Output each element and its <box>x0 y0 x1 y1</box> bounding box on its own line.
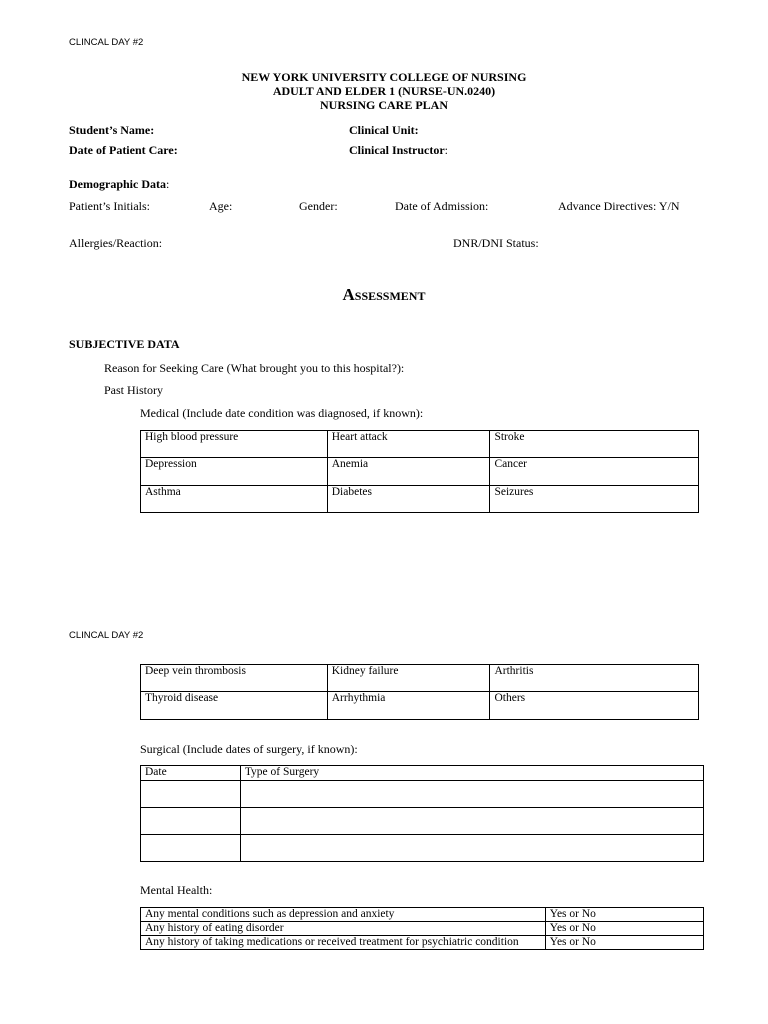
demographic-label: Demographic Data: <box>69 177 170 191</box>
page-header-2: CLINCAL DAY #2 <box>69 630 144 641</box>
mental-health-answer: Yes or No <box>545 922 703 936</box>
condition-cell: Deep vein thrombosis <box>141 665 328 692</box>
condition-cell: Depression <box>141 458 328 486</box>
surgical-table <box>140 765 704 862</box>
surgery-date-header: Date <box>141 766 241 781</box>
mental-health-question: Any history of taking medications or received treatment for psychiatric condition <box>141 936 546 950</box>
condition-cell: Seizures <box>490 486 699 513</box>
condition-cell: Diabetes <box>327 486 490 513</box>
mental-health-label: Mental Health: <box>140 883 213 897</box>
surgery-type-cell[interactable] <box>240 781 703 808</box>
title-line-1: NEW YORK UNIVERSITY COLLEGE OF NURSING <box>241 70 527 84</box>
condition-cell: Thyroid disease <box>141 692 328 720</box>
reason-for-care-label: Reason for Seeking Care (What brought you to this hospital?): <box>104 361 405 375</box>
clinical-instructor-label: Clinical Instructor: <box>349 143 449 157</box>
advance-directives-label: Advance Directives: Y/N <box>558 199 680 213</box>
condition-cell: Others <box>490 692 699 720</box>
title-line-3: NURSING CARE PLAN <box>319 98 448 112</box>
patient-initials-label: Patient’s Initials: <box>69 199 151 213</box>
surgery-type-header: Type of Surgery <box>240 766 703 781</box>
condition-cell: Anemia <box>327 458 490 486</box>
mental-health-question: Any history of eating disorder <box>141 922 546 936</box>
condition-cell: Arthritis <box>490 665 699 692</box>
past-history-label: Past History <box>104 383 164 397</box>
surgery-date-cell[interactable] <box>141 835 241 862</box>
surgery-type-cell[interactable] <box>240 808 703 835</box>
mental-health-table <box>140 907 704 950</box>
condition-cell: Heart attack <box>327 431 490 458</box>
surgery-date-cell[interactable] <box>141 808 241 835</box>
student-name-label: Student’s Name: <box>69 123 155 137</box>
mental-health-answer: Yes or No <box>545 936 703 950</box>
title-line-2: ADULT AND ELDER 1 (NURSE-UN.0240) <box>272 84 496 98</box>
mental-health-question: Any mental conditions such as depression and anxiety <box>141 908 546 922</box>
clinical-unit-label: Clinical Unit: <box>349 123 419 137</box>
assessment-heading: ASSESSMENT <box>342 285 426 304</box>
surgical-history-label: Surgical (Include dates of surgery, if known): <box>140 742 358 756</box>
medical-history-label: Medical (Include date condition was diagnosed, if known): <box>140 406 424 420</box>
age-label: Age: <box>209 199 233 213</box>
surgery-date-cell[interactable] <box>141 781 241 808</box>
gender-label: Gender: <box>299 199 338 213</box>
date-of-care-label: Date of Patient Care: <box>69 143 178 157</box>
medical-conditions-table-1 <box>140 430 699 513</box>
subjective-data-heading: SUBJECTIVE DATA <box>69 337 180 351</box>
condition-cell: Arrhythmia <box>327 692 490 720</box>
condition-cell: Stroke <box>490 431 699 458</box>
page-header: CLINCAL DAY #2 <box>69 37 144 48</box>
mental-health-answer: Yes or No <box>545 908 703 922</box>
dnr-status-label: DNR/DNI Status: <box>453 236 539 250</box>
condition-cell: Kidney failure <box>327 665 490 692</box>
allergies-label: Allergies/Reaction: <box>69 236 163 250</box>
medical-conditions-table-2 <box>140 664 699 720</box>
condition-cell: High blood pressure <box>141 431 328 458</box>
condition-cell: Asthma <box>141 486 328 513</box>
date-of-admission-label: Date of Admission: <box>395 199 489 213</box>
surgery-type-cell[interactable] <box>240 835 703 862</box>
condition-cell: Cancer <box>490 458 699 486</box>
